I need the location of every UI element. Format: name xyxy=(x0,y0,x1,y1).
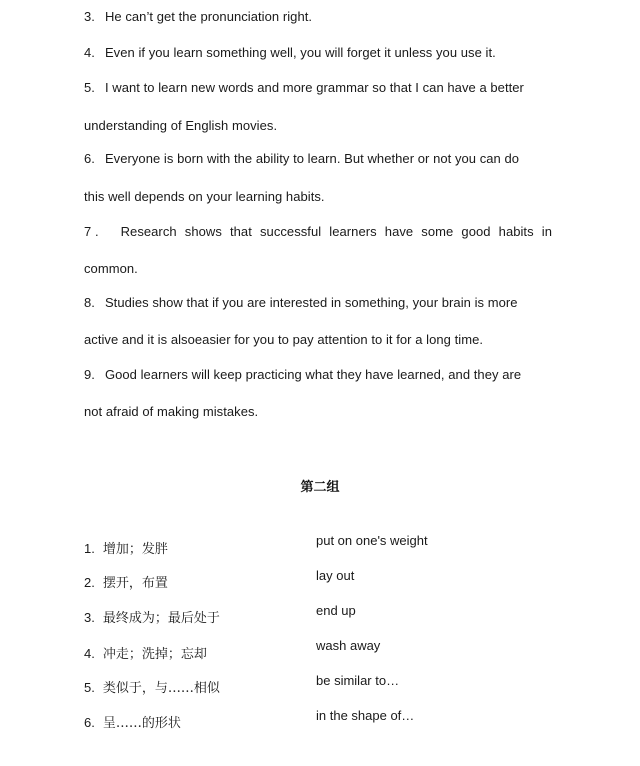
phrase-chinese-text: 增加；发胖 xyxy=(102,542,168,557)
phrase-chinese-6 xyxy=(84,715,181,732)
phrase-number: 5. xyxy=(84,680,95,695)
phrase-number: 6. xyxy=(84,715,95,730)
sentence-6-continuation xyxy=(84,189,325,205)
sentence-text: Studies show that if you are interested in something, your brain is more xyxy=(104,295,518,310)
phrase-number: 1. xyxy=(84,541,95,556)
phrase-number: 3. xyxy=(84,610,95,625)
sentence-number: 3. xyxy=(84,9,95,24)
phrase-english-4: wash away xyxy=(316,638,381,653)
group-heading: 第二组 xyxy=(300,480,340,495)
phrase-chinese-3 xyxy=(84,610,220,627)
phrase-chinese-text: 类似于，与……相似 xyxy=(102,681,220,696)
sentence-number: 7 . xyxy=(84,224,99,239)
phrase-english-3: end up xyxy=(316,603,356,618)
sentence-number: 6. xyxy=(84,151,95,166)
sentence-6 xyxy=(84,151,519,167)
phrase-english-2: lay out xyxy=(316,568,355,583)
sentence-9-continuation xyxy=(84,404,258,420)
sentence-8-continuation xyxy=(84,332,483,348)
phrase-number: 2. xyxy=(84,575,95,590)
sentence-text: understanding of English movies. xyxy=(84,118,278,133)
sentence-text: Everyone is born with the ability to learn. But whether or not you can do xyxy=(104,151,520,166)
sentence-text: I want to learn new words and more grammar so that I can have a better xyxy=(104,80,524,95)
sentence-9 xyxy=(84,367,521,383)
sentence-text: He can’t get the pronunciation right. xyxy=(104,9,313,24)
sentence-5-continuation xyxy=(84,118,277,134)
sentence-text: Research shows that successful learners have some good habits in xyxy=(120,224,552,239)
sentence-text: this well depends on your learning habits. xyxy=(84,189,325,204)
sentence-text: not afraid of making mistakes. xyxy=(84,404,259,419)
sentence-8 xyxy=(84,295,518,311)
phrase-chinese-2 xyxy=(84,575,168,592)
phrase-chinese-text: 呈……的形状 xyxy=(102,716,181,731)
sentence-text: Even if you learn something well, you will forget it unless you use it. xyxy=(104,45,496,60)
sentence-number: 4. xyxy=(84,45,95,60)
phrase-chinese-4 xyxy=(84,646,207,663)
sentence-number: 8. xyxy=(84,295,95,310)
sentence-number: 5. xyxy=(84,80,95,95)
sentence-text: Good learners will keep practicing what they have learned, and they are xyxy=(104,367,522,382)
phrase-chinese-text: 摆开，布置 xyxy=(102,576,168,591)
phrase-english-5: be similar to… xyxy=(316,673,400,688)
sentence-4 xyxy=(84,45,496,61)
phrase-english-1: put on one's weight xyxy=(316,533,428,548)
sentence-7 xyxy=(84,224,552,240)
sentence-3 xyxy=(84,9,312,25)
phrase-english-6: in the shape of… xyxy=(316,708,415,723)
phrase-chinese-text: 冲走；洗掉；忘却 xyxy=(102,647,207,662)
sentence-5 xyxy=(84,80,524,96)
phrase-number: 4. xyxy=(84,646,95,661)
phrase-chinese-1 xyxy=(84,541,168,558)
sentence-7-continuation xyxy=(84,261,138,277)
phrase-chinese-5 xyxy=(84,680,220,697)
sentence-text: active and it is alsoeasier for you to pay attention to it for a long time. xyxy=(84,332,484,347)
sentence-number: 9. xyxy=(84,367,95,382)
phrase-chinese-text: 最终成为；最后处于 xyxy=(102,611,220,626)
sentence-text: common. xyxy=(84,261,138,276)
